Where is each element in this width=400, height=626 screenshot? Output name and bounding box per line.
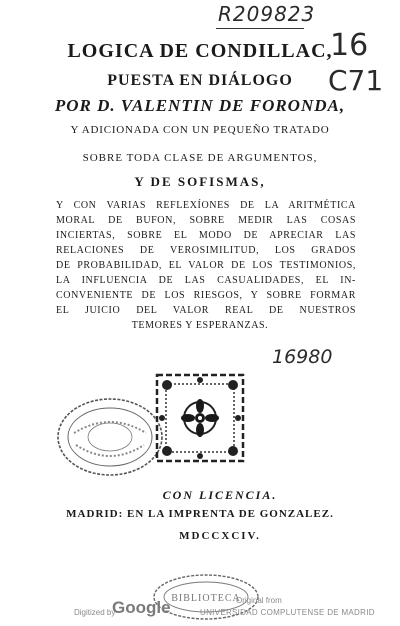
handwritten-number-lower: 16980: [272, 346, 333, 368]
arguments-line: SOBRE TODA CLASE DE ARGUMENTOS,: [82, 152, 318, 164]
handwritten-number-top: 16: [330, 28, 369, 63]
publication-year: MDCCXCIV.: [179, 530, 261, 542]
description-line: MORAL DE BUFON, SOBRE MEDIR LAS COSAS: [56, 215, 356, 226]
imprint-line: MADRID: EN LA IMPRENTA DE GONZALEZ.: [66, 508, 334, 520]
description-line: EL JUICIO DEL VALOR REAL DE NUESTROS: [56, 305, 356, 316]
book-title: LOGICA DE CONDILLAC,: [67, 40, 333, 62]
description-line: CONVENIENTE DE LOS RIESGOS, Y SOBRE FORMAR: [56, 290, 356, 301]
google-logo: Google: [112, 598, 171, 617]
original-from-label: Original from: [236, 596, 282, 605]
description-line: INCIERTAS, SOBRE EL MODO DE APRECIAR LAS: [56, 230, 356, 241]
shelfmark-underline: [216, 28, 304, 29]
digitized-by-label: Digitized by: [74, 608, 116, 617]
printers-ornament: [154, 372, 246, 464]
addition-line: Y ADICIONADA CON UN PEQUEÑO TRATADO: [70, 124, 330, 136]
original-source-label: UNIVERSIDAD COMPLUTENSE DE MADRID: [200, 608, 375, 617]
handwritten-shelfmark: R209823: [218, 2, 316, 26]
handwritten-number-mid: C71: [328, 64, 384, 97]
sophisms-line: Y DE SOFISMAS,: [134, 174, 266, 189]
description-line: RELACIONES DE VEROSIMILITUD, LOS GRADOS: [56, 245, 356, 256]
author-line: POR D. VALENTIN DE FORONDA,: [54, 96, 346, 115]
description-line: DE PROBABILIDAD, EL VALOR DE LOS TESTIMONIOS,: [56, 260, 356, 271]
book-subtitle: PUESTA EN DIÁLOGO: [107, 72, 293, 89]
license-line: CON LICENCIA.: [162, 488, 278, 502]
library-stamp-left: [54, 393, 166, 481]
description-line: TEMORES Y ESPERANZAS.: [131, 320, 269, 331]
stamp-text: BIBLIOTECA: [171, 593, 241, 604]
description-line: LA INFLUENCIA DE LAS CASUALIDADES, EL IN-: [56, 275, 356, 286]
description-line: Y CON VARIAS REFLEXÍONES DE LA ARITMÉTICA: [56, 200, 356, 211]
